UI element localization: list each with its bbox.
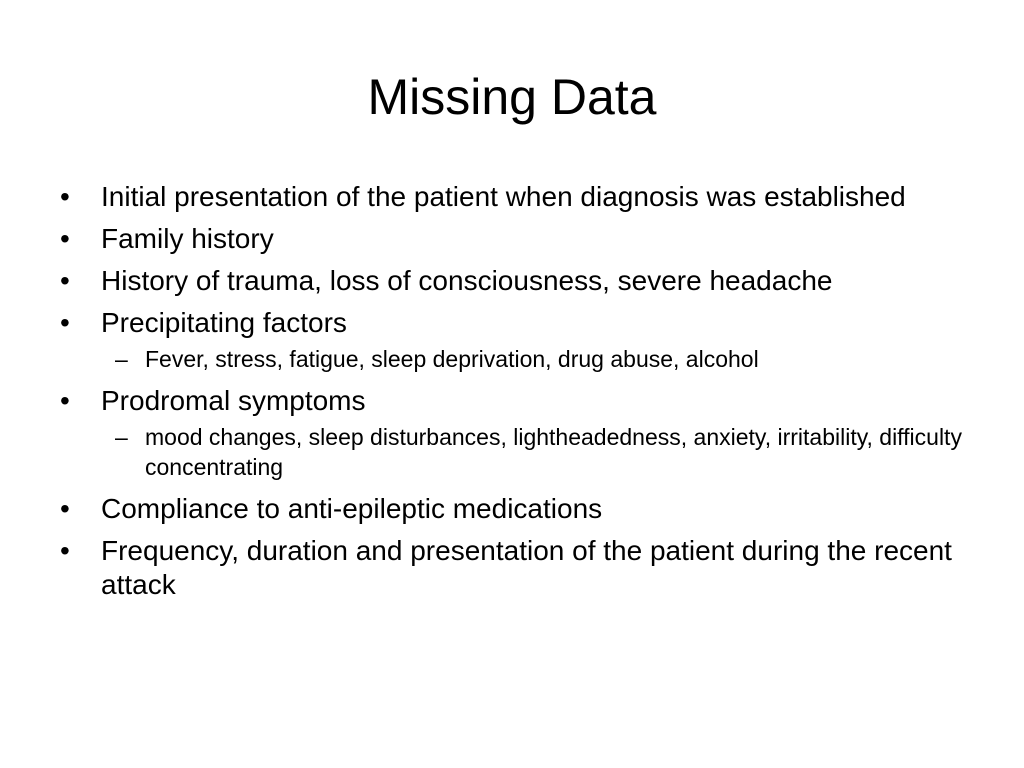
sub-list-item-text: Fever, stress, fatigue, sleep deprivation, drug abuse, alcohol <box>145 346 759 372</box>
list-item-text: Precipitating factors <box>101 307 347 338</box>
list-item <box>60 306 970 374</box>
list-item <box>60 180 970 214</box>
bullet-icon: • <box>60 265 70 296</box>
bullet-icon: • <box>60 385 70 416</box>
list-item-text: Frequency, duration and presentation of the patient during the recent attack <box>101 535 952 600</box>
dash-icon: – <box>115 346 128 372</box>
bullet-icon: • <box>60 307 70 338</box>
list-item <box>60 384 970 482</box>
list-item <box>60 222 970 256</box>
sub-list <box>101 422 970 482</box>
bullet-icon: • <box>60 493 70 524</box>
bullet-icon: • <box>60 181 70 212</box>
dash-icon: – <box>115 424 128 450</box>
list-item <box>60 492 970 526</box>
list-item-text: Compliance to anti-epileptic medications <box>101 493 603 524</box>
sub-list-item <box>101 344 970 374</box>
bullet-icon: • <box>60 223 70 254</box>
bullet-list <box>60 180 970 610</box>
list-item-text: History of trauma, loss of consciousness, severe headache <box>101 265 833 296</box>
bullet-icon: • <box>60 535 70 566</box>
list-item <box>60 534 970 602</box>
list-item-text: Initial presentation of the patient when diagnosis was established <box>101 181 906 212</box>
list-item-text: Family history <box>101 223 274 254</box>
sub-list <box>101 344 970 374</box>
list-item-text: Prodromal symptoms <box>101 385 366 416</box>
slide-title: Missing Data <box>367 69 657 125</box>
sub-list-item <box>101 422 970 482</box>
list-item <box>60 264 970 298</box>
sub-list-item-text: mood changes, sleep disturbances, lightheadedness, anxiety, irritability, difficulty concentrating <box>145 424 962 480</box>
